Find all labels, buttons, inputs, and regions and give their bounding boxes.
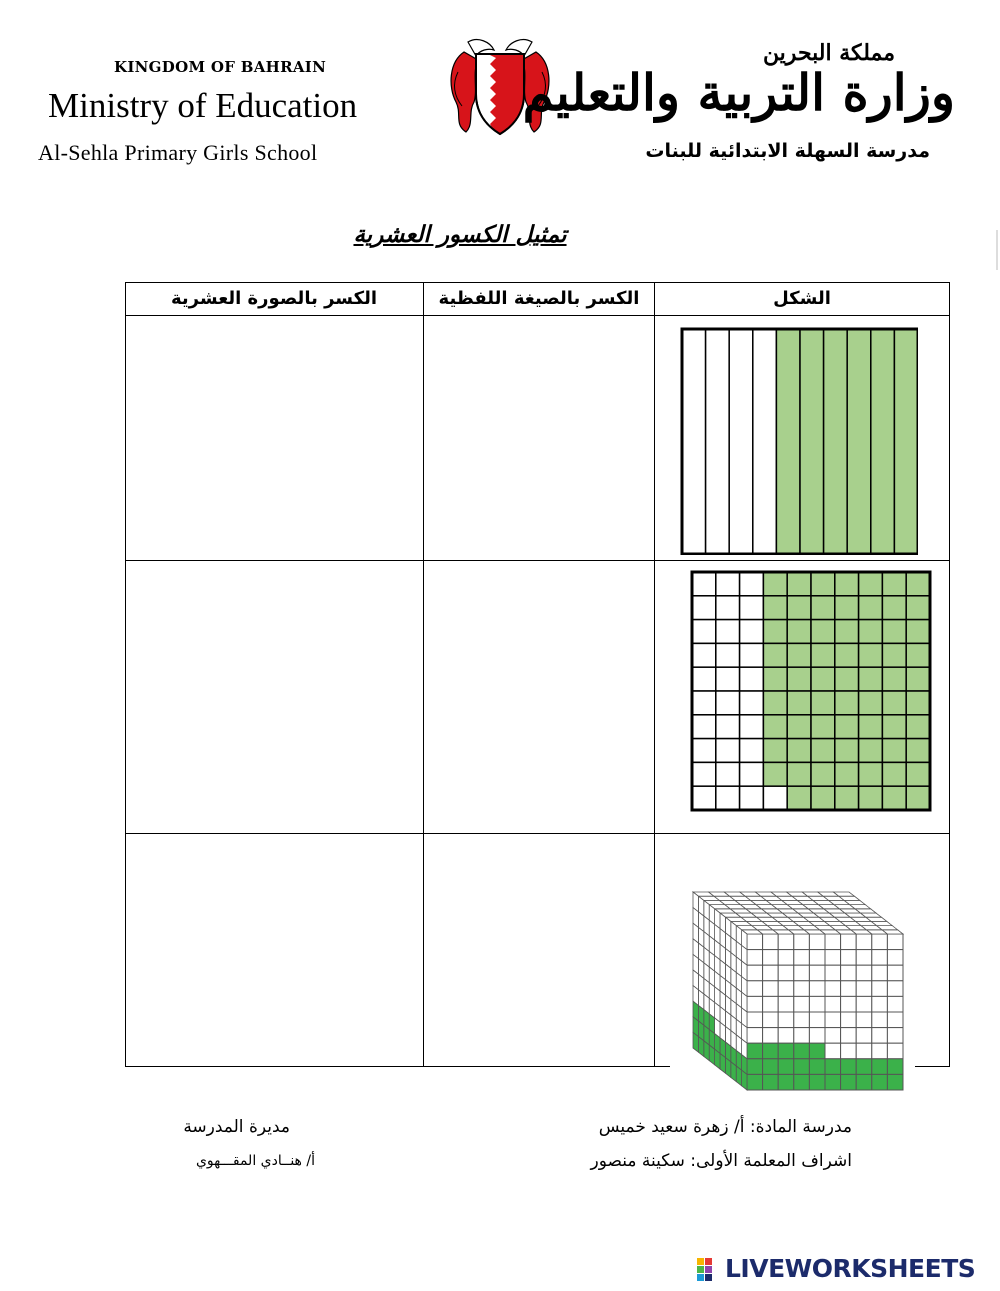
cube-front-shaded — [747, 1043, 763, 1059]
answer-cell-decimal-3[interactable] — [126, 834, 423, 1066]
cube-front-cell — [887, 981, 903, 997]
ministry-title-ar: وزارة التربية والتعليم — [522, 63, 955, 122]
tenth-shaded — [894, 329, 918, 554]
cube-front-cell — [856, 981, 872, 997]
cube-front-cell — [872, 950, 888, 966]
hundredth-unshaded — [740, 691, 764, 715]
hundredth-shaded — [763, 739, 787, 763]
hundredth-shaded — [787, 739, 811, 763]
cube-front-cell — [809, 1028, 825, 1044]
hundredth-shaded — [882, 667, 906, 691]
cube-front-cell — [763, 981, 779, 997]
hundredth-unshaded — [692, 596, 716, 620]
hundredth-shaded — [835, 572, 859, 596]
hundredth-shaded — [811, 596, 835, 620]
school-name-en: Al-Sehla Primary Girls School — [38, 140, 318, 165]
hundredth-shaded — [859, 786, 883, 810]
hundredth-shaded — [906, 620, 930, 644]
cube-front-cell — [747, 981, 763, 997]
fractions-table — [125, 282, 950, 1067]
hundredth-shaded — [859, 620, 883, 644]
hundredth-shaded — [906, 691, 930, 715]
answer-cell-decimal-1[interactable] — [126, 316, 423, 560]
hundredth-unshaded — [692, 643, 716, 667]
cube-front-cell — [778, 950, 794, 966]
hundredth-shaded — [835, 715, 859, 739]
cube-front-shaded — [841, 1059, 857, 1075]
cube-front-shaded — [825, 1074, 841, 1090]
cube-front-cell — [809, 996, 825, 1012]
hundredth-unshaded — [740, 596, 764, 620]
table-border-right — [949, 282, 950, 1067]
hundredth-shaded — [882, 596, 906, 620]
cube-front-cell — [856, 1043, 872, 1059]
cube-front-cell — [778, 1012, 794, 1028]
hundredth-shaded — [835, 620, 859, 644]
cube-front-cell — [794, 950, 810, 966]
hundredth-shaded — [787, 786, 811, 810]
tenth-shaded — [871, 329, 895, 554]
liveworksheets-wordmark: LIVEWORKSHEETS — [725, 1254, 976, 1283]
hundredth-shaded — [835, 786, 859, 810]
hundredth-shaded — [882, 691, 906, 715]
cube-front-cell — [872, 1028, 888, 1044]
hundredth-unshaded — [716, 643, 740, 667]
cube-front-cell — [841, 950, 857, 966]
hundredth-shaded — [787, 762, 811, 786]
ministry-title-en: Ministry of Education — [48, 86, 358, 125]
hundredth-unshaded — [692, 620, 716, 644]
hundredth-shaded — [763, 596, 787, 620]
hundredth-shaded — [882, 620, 906, 644]
cube-front-cell — [856, 1028, 872, 1044]
hundredth-unshaded — [740, 786, 764, 810]
cube-front-cell — [872, 1012, 888, 1028]
table-column-divider — [654, 282, 655, 1067]
cube-front-shaded — [747, 1074, 763, 1090]
cube-front-cell — [887, 1043, 903, 1059]
kingdom-title-ar: مملكة البحرين — [762, 40, 895, 66]
hundredth-unshaded — [716, 596, 740, 620]
hundredth-unshaded — [716, 715, 740, 739]
subject-teacher-credit: مدرسة المادة: أ/ زهرة سعيد خميس — [598, 1117, 852, 1137]
cube-front-cell — [809, 965, 825, 981]
cube-front-shaded — [841, 1074, 857, 1090]
hundredth-unshaded — [716, 691, 740, 715]
cube-front-cell — [841, 934, 857, 950]
hundredth-unshaded — [740, 739, 764, 763]
cube-front-cell — [809, 981, 825, 997]
hundredth-shaded — [787, 620, 811, 644]
hundredth-shaded — [763, 620, 787, 644]
hundredth-unshaded — [716, 786, 740, 810]
figure-thousandths-cube — [673, 890, 913, 1092]
liveworksheets-brand[interactable] — [697, 1254, 997, 1286]
cube-front-shaded — [794, 1059, 810, 1075]
hundredth-unshaded — [716, 667, 740, 691]
hundredth-shaded — [859, 596, 883, 620]
hundredth-shaded — [906, 739, 930, 763]
hundredth-unshaded — [740, 643, 764, 667]
cube-front-cell — [825, 1043, 841, 1059]
cube-front-shaded — [763, 1074, 779, 1090]
tenth-unshaded — [729, 329, 753, 554]
liveworksheets-logo-icon — [697, 1258, 721, 1282]
figure-hundredths-grid — [690, 570, 934, 814]
tenth-unshaded — [753, 329, 777, 554]
cube-front-cell — [809, 934, 825, 950]
hundredth-shaded — [811, 715, 835, 739]
hundredth-shaded — [835, 596, 859, 620]
hundredth-shaded — [787, 572, 811, 596]
cube-front-cell — [778, 996, 794, 1012]
cube-front-cell — [794, 1028, 810, 1044]
hundredth-shaded — [882, 572, 906, 596]
cube-front-shaded — [825, 1059, 841, 1075]
hundredth-shaded — [811, 739, 835, 763]
cube-front-cell — [747, 934, 763, 950]
table-border-bottom — [125, 1066, 670, 1067]
cube-front-cell — [763, 950, 779, 966]
hundredth-unshaded — [692, 762, 716, 786]
hundredth-unshaded — [692, 786, 716, 810]
cube-front-cell — [794, 981, 810, 997]
principal-name: أ/ هنــادي المقـــهوي — [195, 1153, 315, 1169]
cube-front-cell — [794, 965, 810, 981]
hundredth-shaded — [835, 691, 859, 715]
hundredth-unshaded — [692, 691, 716, 715]
cube-front-cell — [778, 981, 794, 997]
hundredth-unshaded — [692, 715, 716, 739]
hundredth-shaded — [811, 667, 835, 691]
hundredth-shaded — [763, 715, 787, 739]
cube-front-cell — [856, 1012, 872, 1028]
cube-front-cell — [778, 934, 794, 950]
cube-front-shaded — [872, 1059, 888, 1075]
cube-front-cell — [841, 1028, 857, 1044]
hundredth-unshaded — [716, 620, 740, 644]
hundredth-shaded — [811, 762, 835, 786]
cube-front-shaded — [809, 1043, 825, 1059]
cube-front-cell — [825, 934, 841, 950]
cube-front-cell — [825, 981, 841, 997]
hundredth-shaded — [835, 762, 859, 786]
page-edge-mark — [996, 230, 998, 270]
cube-front-shaded — [763, 1059, 779, 1075]
cube-front-cell — [887, 950, 903, 966]
cube-front-shaded — [794, 1074, 810, 1090]
cube-front-shaded — [856, 1059, 872, 1075]
cube-front-cell — [872, 965, 888, 981]
hundredth-shaded — [882, 643, 906, 667]
cube-front-cell — [872, 934, 888, 950]
cube-front-cell — [841, 965, 857, 981]
hundredth-unshaded — [740, 715, 764, 739]
cube-front-shaded — [809, 1059, 825, 1075]
cube-front-cell — [778, 965, 794, 981]
kingdom-title-en: KINGDOM OF BAHRAIN — [114, 58, 327, 76]
hundredth-shaded — [787, 596, 811, 620]
tenth-unshaded — [706, 329, 730, 554]
hundredth-shaded — [859, 667, 883, 691]
cube-front-cell — [825, 950, 841, 966]
cube-front-cell — [778, 1028, 794, 1044]
hundredth-shaded — [906, 572, 930, 596]
header-decimal-form: الكسر بالصورة العشرية — [171, 288, 378, 309]
hundredth-unshaded — [740, 667, 764, 691]
hundredth-unshaded — [716, 762, 740, 786]
cube-front-shaded — [778, 1043, 794, 1059]
table-border-bottom — [915, 1066, 950, 1067]
cube-front-cell — [763, 996, 779, 1012]
hundredth-unshaded — [740, 762, 764, 786]
hundredth-shaded — [882, 739, 906, 763]
hundredth-unshaded — [763, 786, 787, 810]
header-word-form: الكسر بالصيغة اللفظية — [438, 288, 640, 309]
tenth-shaded — [800, 329, 824, 554]
cube-front-shaded — [872, 1074, 888, 1090]
hundredth-shaded — [906, 762, 930, 786]
hundredth-shaded — [811, 620, 835, 644]
cube-front-cell — [872, 1043, 888, 1059]
hundredth-shaded — [763, 643, 787, 667]
school-name-ar: مدرسة السهلة الابتدائية للبنات — [645, 140, 930, 162]
hundredth-shaded — [787, 691, 811, 715]
hundredth-shaded — [859, 643, 883, 667]
cube-front-cell — [763, 934, 779, 950]
cube-front-cell — [872, 981, 888, 997]
worksheet-title: تمثيل الكسور العشرية — [353, 222, 567, 248]
hundredth-unshaded — [692, 572, 716, 596]
cube-front-cell — [887, 996, 903, 1012]
hundredth-unshaded — [716, 572, 740, 596]
hundredth-shaded — [906, 715, 930, 739]
cube-front-cell — [794, 1012, 810, 1028]
cube-front-cell — [887, 965, 903, 981]
cube-front-cell — [747, 1028, 763, 1044]
header-arabic — [522, 40, 955, 170]
hundredth-shaded — [763, 572, 787, 596]
cube-front-cell — [825, 1028, 841, 1044]
hundredth-unshaded — [692, 667, 716, 691]
hundredth-shaded — [787, 667, 811, 691]
header-figure: الشكل — [773, 288, 831, 309]
hundredth-shaded — [906, 786, 930, 810]
cube-front-shaded — [778, 1074, 794, 1090]
hundredth-shaded — [811, 691, 835, 715]
cube-front-cell — [856, 996, 872, 1012]
cube-front-cell — [763, 965, 779, 981]
cube-front-cell — [825, 996, 841, 1012]
answer-cell-word-2[interactable] — [424, 561, 654, 833]
hundredth-shaded — [835, 667, 859, 691]
cube-front-shaded — [887, 1074, 903, 1090]
hundredth-shaded — [787, 715, 811, 739]
hundredth-shaded — [859, 572, 883, 596]
hundredth-shaded — [906, 643, 930, 667]
cube-front-cell — [809, 1012, 825, 1028]
cube-front-cell — [825, 965, 841, 981]
cube-front-cell — [825, 1012, 841, 1028]
cube-front-cell — [747, 965, 763, 981]
cube-front-cell — [747, 950, 763, 966]
hundredth-unshaded — [740, 572, 764, 596]
hundredth-shaded — [906, 667, 930, 691]
hundredth-shaded — [882, 786, 906, 810]
cube-front-shaded — [778, 1059, 794, 1075]
cube-front-cell — [747, 996, 763, 1012]
cube-front-cell — [887, 1028, 903, 1044]
hundredth-shaded — [882, 715, 906, 739]
cube-front-shaded — [747, 1059, 763, 1075]
hundredth-shaded — [811, 643, 835, 667]
tenth-shaded — [776, 329, 800, 554]
cube-front-cell — [841, 1012, 857, 1028]
cube-front-shaded — [887, 1059, 903, 1075]
cube-front-cell — [763, 1012, 779, 1028]
cube-front-cell — [887, 934, 903, 950]
cube-front-cell — [809, 950, 825, 966]
tenth-unshaded — [682, 329, 706, 554]
cube-front-cell — [841, 981, 857, 997]
cube-front-cell — [872, 996, 888, 1012]
cube-front-cell — [794, 934, 810, 950]
hundredth-shaded — [811, 786, 835, 810]
cube-front-shaded — [809, 1074, 825, 1090]
cube-front-shaded — [794, 1043, 810, 1059]
hundredth-unshaded — [716, 739, 740, 763]
tenth-shaded — [824, 329, 848, 554]
hundredth-shaded — [835, 739, 859, 763]
hundredth-shaded — [859, 739, 883, 763]
hundredth-shaded — [763, 691, 787, 715]
tenth-shaded — [847, 329, 871, 554]
hundredth-shaded — [859, 762, 883, 786]
hundredth-shaded — [882, 762, 906, 786]
figure-tenths-strip — [678, 325, 918, 555]
answer-cell-word-1[interactable] — [424, 316, 654, 560]
hundredth-shaded — [835, 643, 859, 667]
hundredth-shaded — [859, 691, 883, 715]
hundredth-shaded — [859, 715, 883, 739]
hundredth-shaded — [763, 667, 787, 691]
cube-front-cell — [856, 950, 872, 966]
cube-front-cell — [841, 1043, 857, 1059]
answer-cell-decimal-2[interactable] — [126, 561, 423, 833]
hundredth-shaded — [763, 762, 787, 786]
cube-front-cell — [856, 934, 872, 950]
cube-front-shaded — [856, 1074, 872, 1090]
cube-front-shaded — [763, 1043, 779, 1059]
hundredth-shaded — [906, 596, 930, 620]
hundredth-shaded — [787, 643, 811, 667]
cube-front-cell — [763, 1028, 779, 1044]
senior-teacher-credit: اشراف المعلمة الأولى: سكينة منصور — [590, 1151, 852, 1171]
hundredth-shaded — [811, 572, 835, 596]
cube-front-cell — [856, 965, 872, 981]
cube-front-cell — [794, 996, 810, 1012]
answer-cell-word-3[interactable] — [424, 834, 654, 1066]
hundredth-unshaded — [692, 739, 716, 763]
cube-front-cell — [887, 1012, 903, 1028]
principal-title: مديرة المدرسة — [183, 1117, 290, 1137]
cube-front-cell — [747, 1012, 763, 1028]
cube-front-cell — [841, 996, 857, 1012]
hundredth-unshaded — [740, 620, 764, 644]
